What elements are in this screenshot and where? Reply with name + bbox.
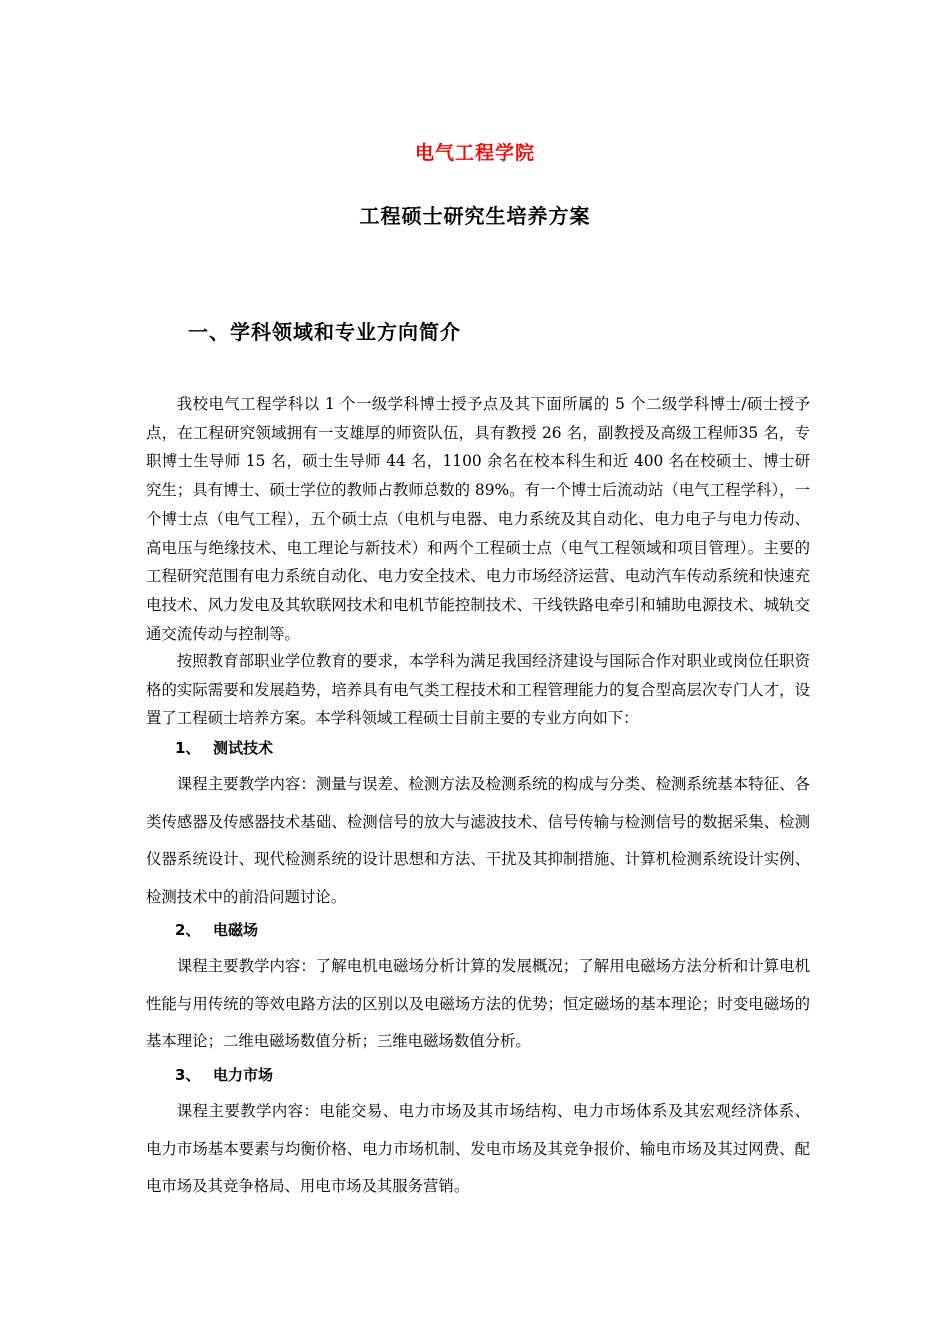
document-title: 工程硕士研究生培养方案 — [359, 204, 591, 228]
direction-content-em-field: 课程主要教学内容：了解电机电磁场分析计算的发展概况；了解用电磁场方法分析和计算电机性能与用传统的等效电路方法的区别以及电磁场方法的优势；恒定磁场的基本理论；时变电磁场的基本理论；二维电磁场数值分析；三维电磁场数值分析。 — [146, 957, 810, 1050]
section-heading: 一、学科领域和专业方向简介 — [188, 320, 461, 344]
direction-number: 1、 — [175, 739, 201, 757]
direction-content-power-market: 课程主要教学内容：电能交易、电力市场及其市场结构、电力市场体系及其宏观经济体系、 电力市场基本要素与均衡价格、电力市场机制、发电市场及其竞争报价、输电市场及其过网费、配电市场及其竞争格局、用电市场及其服务营销。 — [146, 1102, 810, 1195]
direction-number: 3、 — [175, 1066, 201, 1084]
direction-name: 电力市场 — [213, 1066, 274, 1084]
direction-heading-testing — [175, 737, 273, 758]
direction-name: 电磁场 — [213, 921, 259, 939]
direction-content-testing: 课程主要教学内容：测量与误差、检测方法及检测系统的构成与分类、检测系统基本特征、各类传感器及传感器技术基础、检测信号的放大与滤波技术、信号传输与检测信号的数据采集、检测仪器系统设计、现代检测系统的设计思想和方法、干扰及其抑制措施、计算机检测系统设计实例、检测技术中的前沿问题讨论。 — [146, 775, 810, 906]
goal-paragraph: 按照教育部职业学位教育的要求，本学科为满足我国经济建设与国际合作对职业或岗位任职资格的实际需要和发展趋势，培养具有电气类工程技术和工程管理能力的复合型高层次专门人才，设置了工程硕士培养方案。本学科领域工程硕士目前主要的专业方向如下： — [146, 652, 810, 728]
direction-name: 测试技术 — [213, 739, 274, 757]
direction-number: 2、 — [175, 921, 201, 939]
school-title: 电气工程学院 — [414, 142, 535, 164]
intro-paragraph: 我校电气工程学科以 1 个一级学科博士授予点及其下面所属的 5 个二级学科博士/硕士授予点，在工程研究领域拥有一支雄厚的师资队伍，具有教授 26 名，副教授及高级工程师35 名，专职博士生导师 15 名，硕士生导师 44 名，1100 余名在校本科生和近 400 名在校硕士、博士研究生；具有博士、硕士学位的教师占教师总数的 89%。有一个博士后流动站（电气工程学科），一个博士点（电气工程），五个硕士点（电机与电器、电力系统及其自动化、电力电子与电力传动、高电压与绝缘技术、电工理论与新技术）和两个工程硕士点（电气工程领域和项目管理）。主要的工程研究范围有电力系统自动化、电力安全技术、电力市场经济运营、电动汽车传动系统和快速充电技术、风力发电及其软联网技术和电机节能控制技术、干线铁路电牵引和辅助电源技术、城轨交通交流传动与控制等。 — [146, 395, 810, 643]
direction-heading-power-market — [175, 1064, 273, 1085]
direction-heading-em-field — [175, 919, 258, 940]
